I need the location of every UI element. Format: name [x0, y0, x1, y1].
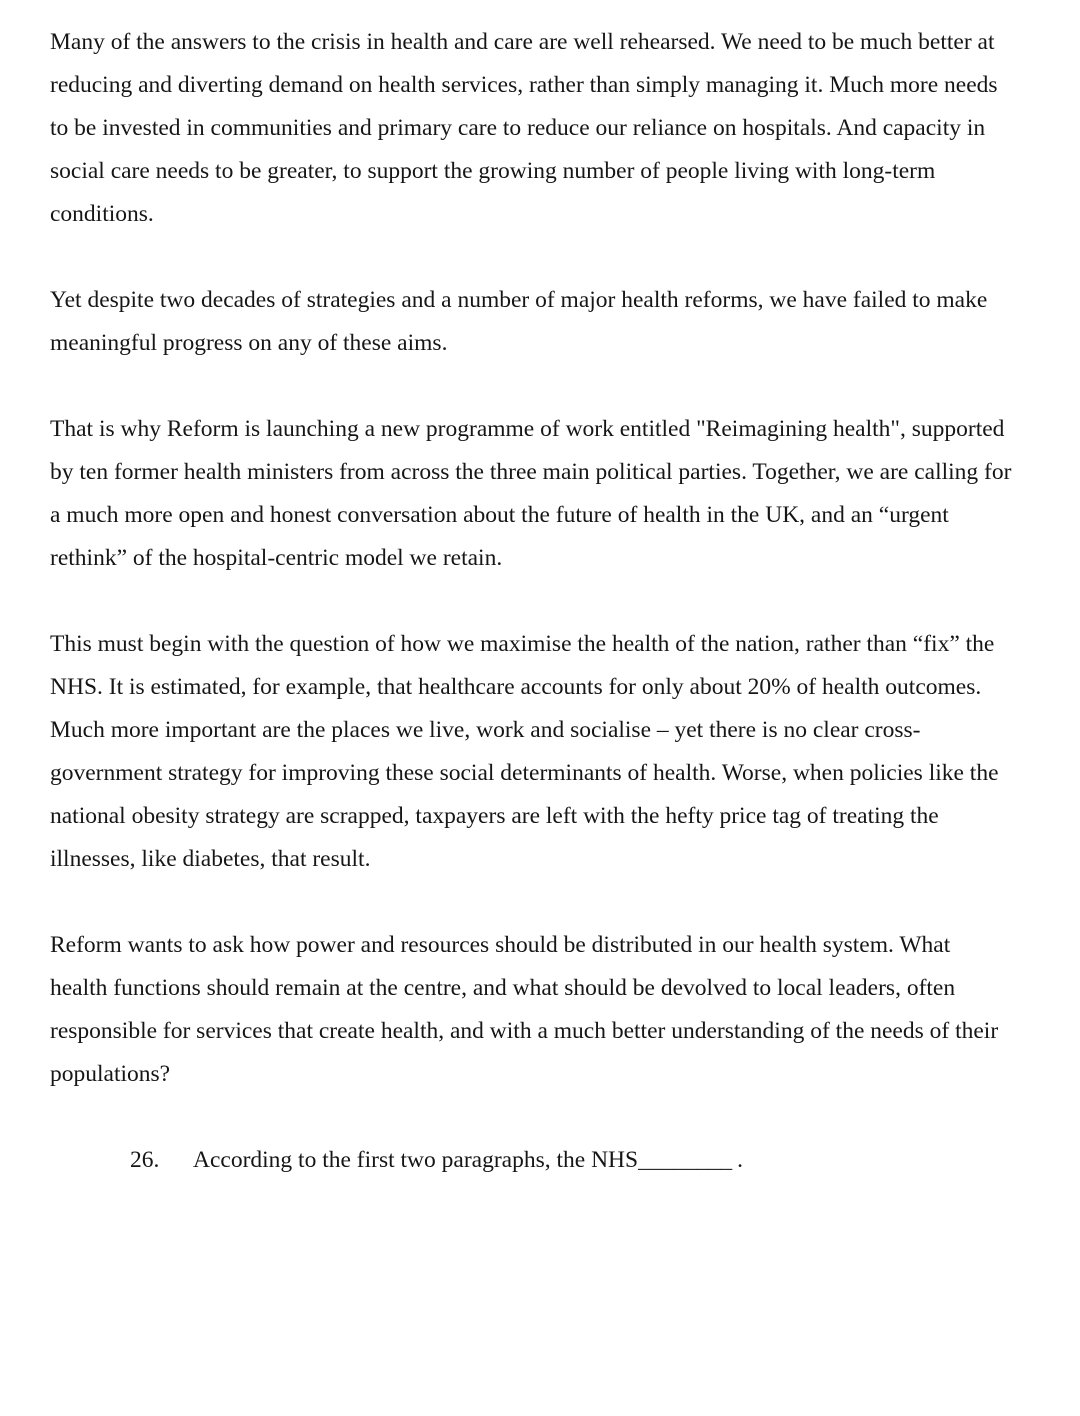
paragraph: This must begin with the question of how we maximise the health of the nation, rather than “fix” the NHS. It is estimated, for example, that healthcare accounts for only about 20% of health outcomes. Much more important are the places we live, work and socialise – yet there is no clear cross-government strategy for improving these social determinants of health. Worse, when policies like the national obesity strategy are scrapped, taxpayers are left with the hefty price tag of treating the illnesses, like diabetes, that result.	[50, 631, 999, 872]
question-number: 26.	[130, 1147, 160, 1173]
paragraph: That is why Reform is launching a new programme of work entitled "Reimagining health", supported by ten former health ministers from across the three main political parties. Together, we are calling for a much more open and honest conversation about the future of health in the UK, and an “urgent rethink” of the hospital-centric model we retain.	[50, 416, 1012, 571]
reading-passage	[50, 21, 1020, 1096]
paragraph: Many of the answers to the crisis in health and care are well rehearsed. We need to be much better at reducing and diverting demand on health services, rather than simply managing it. Much more needs to be invested in communities and primary care to reduce our reliance on hospitals. And capacity in social care needs to be greater, to support the growing number of people living with long-term conditions.	[50, 29, 998, 227]
question-26	[50, 1139, 1020, 1182]
answer-blank: ________	[638, 1147, 733, 1173]
question-text: According to the first two paragraphs, the NHS	[193, 1147, 639, 1173]
question-period: .	[737, 1147, 743, 1173]
paragraph: Yet despite two decades of strategies and a number of major health reforms, we have failed to make meaningful progress on any of these aims.	[50, 287, 988, 356]
paragraph: Reform wants to ask how power and resources should be distributed in our health system. What health functions should remain at the centre, and what should be devolved to local leaders, often responsible for services that create health, and with a much better understanding of the needs of their populations?	[50, 932, 999, 1087]
